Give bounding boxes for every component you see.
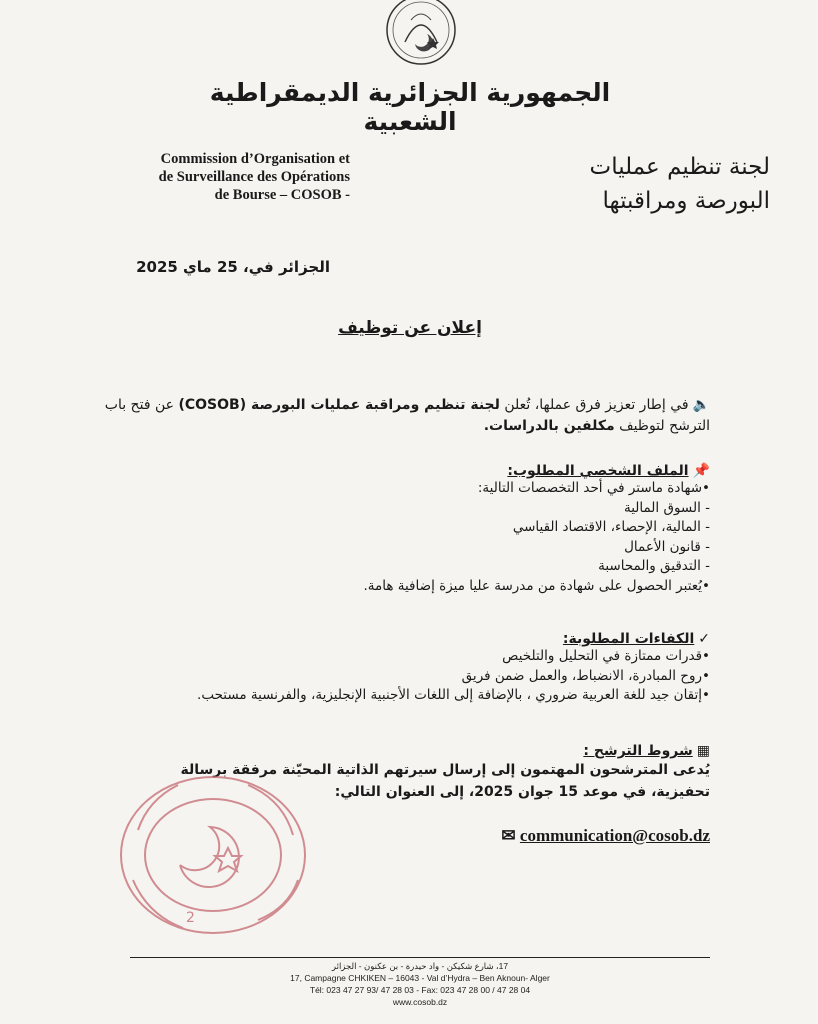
republic-title: الجمهورية الجزائرية الديمقراطية الشعبية xyxy=(209,78,611,136)
conditions-text: يُدعى المترشحون المهتمون إلى إرسال سيرتهم الذاتية المحيّنة مرفقة برسالة تحفيزية، في موعد 15 جوان 2025، إلى العنوان التالي: xyxy=(180,762,710,800)
profile-heading: الملف الشخصي المطلوب: xyxy=(507,463,689,479)
announcement-title: إعلان عن توظيف xyxy=(338,318,482,338)
list-item: •يُعتبر الحصول على شهادة من مدرسة عليا ميزة إضافية هامة. xyxy=(363,577,710,594)
org-fr-line: de Surveillance des Opérations xyxy=(158,169,350,185)
contact-email xyxy=(470,826,710,846)
document-date: الجزائر في، 25 ماي 2025 xyxy=(136,258,330,276)
skills-list xyxy=(140,647,710,706)
org-ar-line: لجنة تنظيم عمليات xyxy=(589,154,770,180)
intro-role: مكلفين بالدراسات. xyxy=(483,418,615,434)
conditions-heading: شروط الترشح : xyxy=(583,743,693,759)
intro-text-2: عن فتح باب الترشح لتوظيف xyxy=(104,397,710,434)
algeria-emblem-icon xyxy=(375,0,467,68)
footer xyxy=(180,960,660,1008)
list-item: - التدقيق والمحاسبة xyxy=(598,558,710,574)
list-item: - المالية، الإحصاء، الاقتصاد القياسي xyxy=(512,519,710,535)
pin-icon: 📌 xyxy=(692,463,710,479)
skills-section xyxy=(140,628,710,706)
intro-org-name: لجنة تنظيم ومراقبة عمليات البورصة (COSOB) xyxy=(178,397,500,413)
official-stamp-icon xyxy=(108,770,318,940)
intro-paragraph xyxy=(80,395,710,437)
org-name-arabic xyxy=(470,150,770,218)
svg-text:2: 2 xyxy=(186,910,195,926)
org-fr-line: Commission d’Organisation et xyxy=(160,151,350,167)
footer-address-ar: 17، شارع شكيكن - واد حيدرة - بن عكنون - الجزائر xyxy=(331,961,509,971)
list-item: •قدرات ممتازة في التحليل والتلخيص xyxy=(502,648,710,664)
org-name-french xyxy=(60,150,350,204)
list-item: - السوق المالية xyxy=(623,499,710,516)
profile-list xyxy=(300,479,710,596)
calendar-icon: ▦ xyxy=(696,743,710,759)
org-fr-line: de Bourse – COSOB - xyxy=(214,187,350,203)
org-ar-line: البورصة ومراقبتها xyxy=(602,188,770,214)
skills-heading: الكفاءات المطلوبة: xyxy=(562,631,695,647)
footer-divider xyxy=(130,957,710,958)
list-item: •شهادة ماستر في أحد التخصصات التالية: xyxy=(477,480,710,496)
footer-website: www.cosob.dz xyxy=(392,997,448,1007)
footer-phone: Tél: 023 47 27 93/ 47 28 03 - Fax: 023 47 28 00 / 47 28 04 xyxy=(309,985,531,995)
profile-section xyxy=(300,460,710,596)
list-item: - قانون الأعمال xyxy=(624,538,710,555)
email-link[interactable]: communication@cosob.dz xyxy=(519,826,710,845)
list-item: •روح المبادرة، الانضباط، والعمل ضمن فريق xyxy=(461,667,710,684)
envelope-icon: ✉ xyxy=(501,826,516,845)
list-item: •إتقان جيد للغة العربية ضروري ، بالإضافة إلى اللغات الأجنبية الإنجليزية، والفرنسية مستحب. xyxy=(197,687,710,703)
megaphone-icon: 🔈 xyxy=(692,397,710,413)
footer-address-fr: 17, Campagne CHKIKEN – 16043 - Val d’Hydra – Ben Aknoun- Alger xyxy=(290,973,550,983)
intro-text-1: في إطار تعزيز فرق عملها، تُعلن xyxy=(499,397,689,413)
check-icon: ✓ xyxy=(698,631,710,647)
